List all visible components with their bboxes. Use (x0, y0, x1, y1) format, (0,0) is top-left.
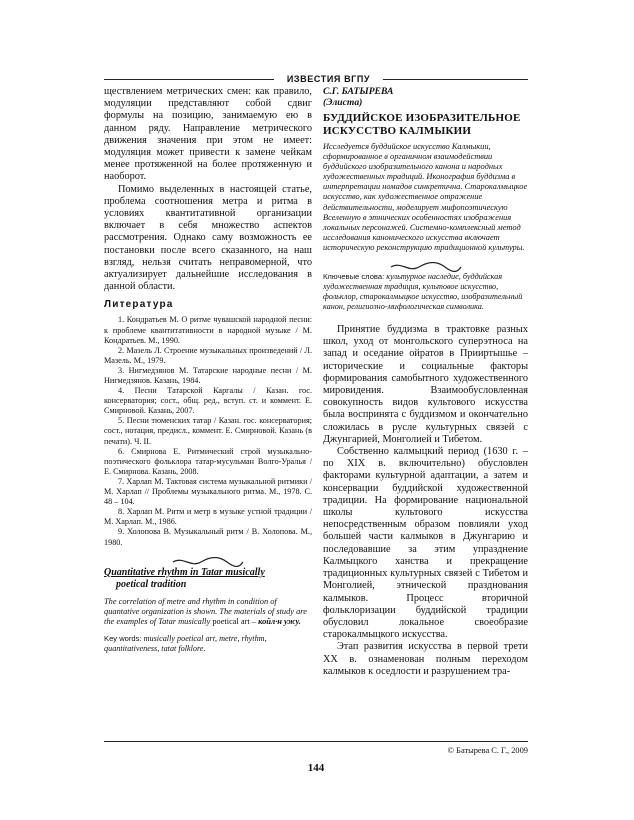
literature-heading: Литература (104, 299, 174, 311)
left-paragraph-2: Помимо выделенных в настоящей статье, проблема соотношения метра и ритма в условиях квантитативной организации включает в себя множество аспектов рассмотрения. Однако саму возможность ее постановки после всего сказанного, на наш взгляд, нельзя считать неправомерной, что актуализирует дальнейшие исследования в данной области. (104, 183, 312, 293)
russian-abstract: Исследуется буддийское искусство Калмыкии, сформированное в органичном взаимодействии буддийского изобразительного канона и народных художественных традиций. Иконография буддизма в интерпретации номадов синкретична. Старокалмыцкое искусство, как художественное отражение действительности, моделирует мифопоэтическую Вселенную в этнических особенностях изображения локальных персонажей. Системно-комплексный метод исследования канонического искусства включает историческую реконструкцию традиционной культуры. (323, 142, 528, 252)
english-abstract (104, 597, 312, 627)
russian-keywords-text: культурное наследие, буддийская художественная традиция, культовое искусство, фольклор, старокалмыцкое искусство, изобразительный канон, религиозно-мифологическая символика. (323, 272, 523, 312)
left-paragraph-1: ществлением метрических смен: как правило, модуляции представляют собой сдвиг формулы на позицию, занимаемую ею в данном ряду. Направление метрического движения значения при этом не имеет: модуляция может привести к замене чейкам менее протяженной на более протяженную и наоборот. (104, 86, 312, 183)
reference-list (104, 315, 312, 547)
footer-rule (104, 741, 528, 742)
ornament-divider-icon (104, 554, 312, 564)
right-paragraph-2: Собственно калмыцкий период (1630 г. – по XIX в. включительно) обусловлен факторами культурной адаптации, а затем и консервации буддийской художественной традиции. На формирование национальной школы культового искусства непосредственным образом повлияли уход большей части калмыков в Джунгарию и последовавшие за этим упразднение Калмыцкого ханства и прекращение традиционных культурных связей с Тибетом и Монголией, этнической празднования калмыков. Процесс вторичной фольклоризации буддийской традиции обусловил локальное своеобразие старокалмыцкого искусства. (323, 446, 528, 641)
english-abstract-tail: poetical art – (212, 616, 259, 626)
english-abstract-main: The correlation of metre and rhythm in condition of quantative organization is shown. The materials of study are the examples of Tatar musically (104, 596, 307, 626)
reference-item: 5. Песни тюменских татар / Казан. гос. консерватория; сост., нотация, предисл., коммент. Е. Смирновой. Казань (в печати). Ч. II. (104, 416, 312, 446)
reference-item: 6. Смирнова Е. Ритмический строй музыкально-поэтического фольклора татар-мусульман Волго-Уралья / Е. Смирнова. Казань, 2008. (104, 446, 312, 476)
english-article-subtitle: poetical tradition (116, 578, 187, 590)
right-paragraph-1: Принятие буддизма в трактовке разных школ, уход от монгольского суперэтноса на запад и оседание ойратов в Прииртышье – исторические и социальные факторы формирования самобытного художественного мировидения. Взаимообусловленная совокупность видов культового искусства была воспринята с буддизмом и окончательно сложилась в русле культурных связей с Джунгарией, Монголией и Тибетом. (323, 324, 528, 445)
journal-header-title: ИЗВЕСТИЯ ВГПУ (286, 74, 371, 84)
russian-keywords (323, 272, 528, 312)
header-rule-right (383, 79, 528, 80)
reference-item: 8. Харлап М. Ритм и метр в музыке устной традиции / М. Харлап. М., 1986. (104, 507, 312, 527)
author-city: (Элиста) (323, 97, 363, 108)
english-keywords-text: musically poetical art, metre, rhythm, quantitativeness, tatat folklore. (104, 633, 267, 653)
copyright-notice: © Батырева С. Г., 2009 (447, 746, 528, 755)
english-article-title: Quantitative rhythm in Tatar musically (104, 566, 265, 578)
reference-item: 2. Мазель Л. Строение музыкальных произведений / Л. Мазель. М., 1979. (104, 345, 312, 365)
reference-item: 7. Харлап М. Тактовая система музыкальной ритмики / М. Харлап // Проблемы музыкального ритма. М., 1978. С. 48 – 104. (104, 476, 312, 507)
ornament-divider-icon (323, 259, 528, 269)
english-keywords-label: Key words: (104, 633, 142, 643)
reference-item: 4. Песни Татарской Каргалы / Казан. гос. консерватория; сост., общ. ред., вступ. ст. и коммент. Е. Смирновой. Казань, 2007. (104, 386, 312, 416)
page-number: 144 (307, 762, 325, 774)
reference-item: 1. Кондратьев М. О ритме чувашской народной песни: к проблеме квантитативности в народной музыке / М. Кондратьев. М., 1990. (104, 315, 312, 345)
right-paragraph-3: Этап развития искусства в первой трети XX в. ознаменован полным переходом калмыков к оседлости и разрушением тра- (323, 641, 528, 677)
right-column (323, 86, 528, 678)
header-rule-left (104, 79, 274, 80)
left-column (104, 86, 312, 654)
english-abstract-tail-bold: койл·н ужу. (258, 616, 301, 626)
author-name: С.Г. БАТЫРЕВА (323, 86, 394, 97)
reference-item: 9. Холопова В. Музыкальный ритм / В. Холопова. М., 1980. (104, 527, 312, 547)
russian-keywords-label: Ключевые слова: (323, 272, 385, 282)
english-keywords (104, 634, 312, 654)
reference-item: 3. Нигмедзянов М. Татарские народные песни / М. Нигмедзянов. Казань, 1984. (104, 365, 312, 386)
article-title: БУДДИЙСКОЕ ИЗОБРАЗИТЕЛЬНОЕ ИСКУССТВО КАЛМЫКИИ (323, 112, 521, 137)
